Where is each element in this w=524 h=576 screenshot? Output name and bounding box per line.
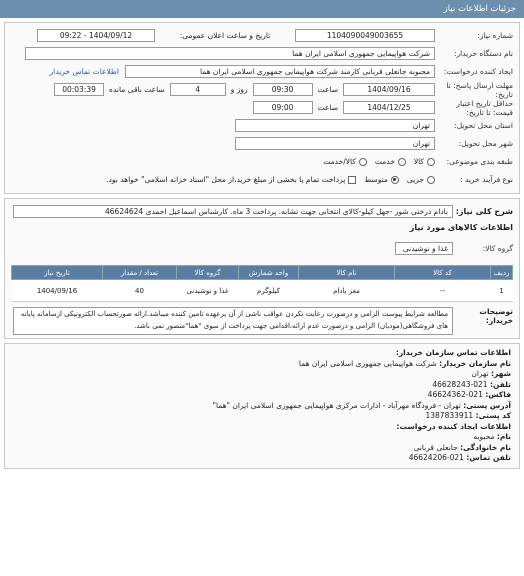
- announce-label: تاریخ و ساعت اعلان عمومی:: [179, 31, 271, 40]
- col-unit: واحد شمارش: [239, 266, 299, 280]
- col-name: نام کالا: [299, 266, 395, 280]
- goods-group-label: گروه کالا:: [482, 243, 513, 253]
- category-goods-radio[interactable]: کالا: [414, 157, 435, 166]
- validity-time-word: ساعت: [317, 103, 338, 112]
- reply-time-word: ساعت: [317, 85, 338, 94]
- creator-phone: 021-46624206: [408, 453, 464, 462]
- goods-table: [11, 265, 513, 302]
- category-service-radio[interactable]: خدمت: [375, 157, 406, 166]
- col-qty: تعداد / مقدار: [103, 266, 177, 280]
- days-field: 4: [170, 83, 226, 96]
- creator-label: ایجاد کننده درخواست:: [443, 67, 513, 76]
- org-city: تهران: [471, 369, 489, 378]
- org-fax: 021-46624362: [427, 390, 483, 399]
- category-label: طبقه بندی موضوعی:: [446, 157, 513, 166]
- process-minor-radio[interactable]: جزیی: [407, 175, 435, 184]
- buyer-contact-section: اطلاعات تماس سازمان خریدار: نام سازمان خریدار: شرکت هواپیمایی جمهوری اسلامی ایران هما شهر: تهران تلفن: 021-46628243 فاکس: 021-46624362 آدرس پستی: تهران - فرودگاه مهرآباد - ادارات مرکزی هواپیمایی جمهوری اسلامی ایران "هما" کد پستی: 1387833911 اطلاعات ایجاد کننده درخواست: نام: محبوبه نام خانوادگی: جانعلی قربانی تلفن تماس: 021-46624206: [4, 343, 520, 469]
- process-medium-radio[interactable]: متوسط: [364, 175, 399, 184]
- col-group: گروه کالا: [177, 266, 239, 280]
- reply-deadline-label: مهلت ارسال پاسخ: تا تاریخ:: [446, 80, 513, 99]
- creator-family: جانعلی قربانی: [413, 442, 458, 452]
- remaining-word: ساعت باقی مانده: [109, 85, 165, 94]
- day-word: روز و: [230, 85, 248, 94]
- remaining-time-field: 00:03:39: [54, 83, 104, 96]
- reply-date-field: 1404/09/16: [343, 83, 435, 96]
- contact-title: اطلاعات تماس سازمان خریدار:: [395, 348, 511, 357]
- col-code: کد کالا: [395, 266, 491, 280]
- city-label: شهر محل تحویل:: [458, 139, 513, 148]
- buyer-notes-field: مطالعه شرایط پیوست الزامی و درصورت رعایت نکردن عواقب ناشی از آن برعهده تامین کننده میباشد.ارائه صورتحساب الکترونیکی ازسامانه پایانه های فروشگاهی(مودیان) الزامی و درصورت عدم ارائه،اقدامی جهت پرداخت از سوی "هما"متصور نمی باشد.: [13, 307, 453, 335]
- buyer-notes-label: توضیحات خریدار:: [479, 307, 513, 325]
- table-row: 1 -- مغز بادام کیلوگرم غذا و نوشیدنی 40 1404/09/16: [12, 280, 513, 302]
- org-name: شرکت هواپیمایی جمهوری اسلامی ایران هما: [298, 358, 437, 368]
- description-section: [4, 198, 520, 339]
- col-date: تاریخ نیاز: [12, 266, 103, 280]
- province-field: تهران: [235, 119, 435, 132]
- announce-field: 1404/09/12 - 09:22: [37, 29, 155, 42]
- goods-group-field: غذا و نوشیدنی: [395, 242, 453, 255]
- creator-title: اطلاعات ایجاد کننده درخواست:: [396, 421, 511, 431]
- org-zip: 1387833911: [425, 411, 474, 420]
- creator-name: محبوبه: [473, 432, 495, 441]
- description-field: بادام درختی شور -جهل کیلو-کالای انتخابی جهت تشابه. پرداخت 3 ماه. کارشناس اسماعیل احمدی 46624624: [13, 205, 453, 218]
- validity-label: حداقل تاریخ اعتبار قیمت: تا تاریخ:: [456, 98, 513, 117]
- validity-time-field: 09:00: [253, 101, 313, 114]
- process-label: نوع فرآیند خرید :: [459, 175, 513, 184]
- page-title: جزئیات اطلاعات نیاز: [0, 0, 524, 18]
- creator-field: محبوبه جانعلی قربانی کارمند شرکت هواپیمایی جمهوری اسلامی ایران هما: [125, 65, 435, 78]
- col-index: ردیف: [491, 266, 513, 280]
- need-number-field: 1104090049003655: [295, 29, 435, 42]
- province-label: استان محل تحویل:: [454, 121, 513, 130]
- treasury-payment-checkbox[interactable]: پرداخت تمام یا بخشی از مبلغ خرید،از محل "اسناد خزانه اسلامی" خواهد بود.: [106, 175, 356, 184]
- buyer-contact-link[interactable]: اطلاعات تماس خریدار: [49, 67, 119, 76]
- need-number-label: شماره نیاز:: [477, 31, 513, 40]
- goods-section-title: اطلاعات کالاهای مورد نیاز: [409, 223, 513, 232]
- city-field: تهران: [235, 137, 435, 150]
- buyer-field: شرکت هواپیمایی جمهوری اسلامی ایران هما: [25, 47, 435, 60]
- reply-time-field: 09:30: [253, 83, 313, 96]
- category-both-radio[interactable]: کالا/خدمت: [323, 157, 367, 166]
- org-address: تهران - فرودگاه مهرآباد - ادارات مرکزی هواپیمایی جمهوری اسلامی ایران "هما": [212, 400, 461, 410]
- validity-date-field: 1404/12/25: [343, 101, 435, 114]
- need-info-panel: [4, 22, 520, 194]
- description-label: شرح کلی نیاز:: [455, 206, 513, 216]
- org-phone: 021-46628243: [432, 379, 488, 389]
- buyer-label: نام دستگاه خریدار:: [453, 49, 513, 58]
